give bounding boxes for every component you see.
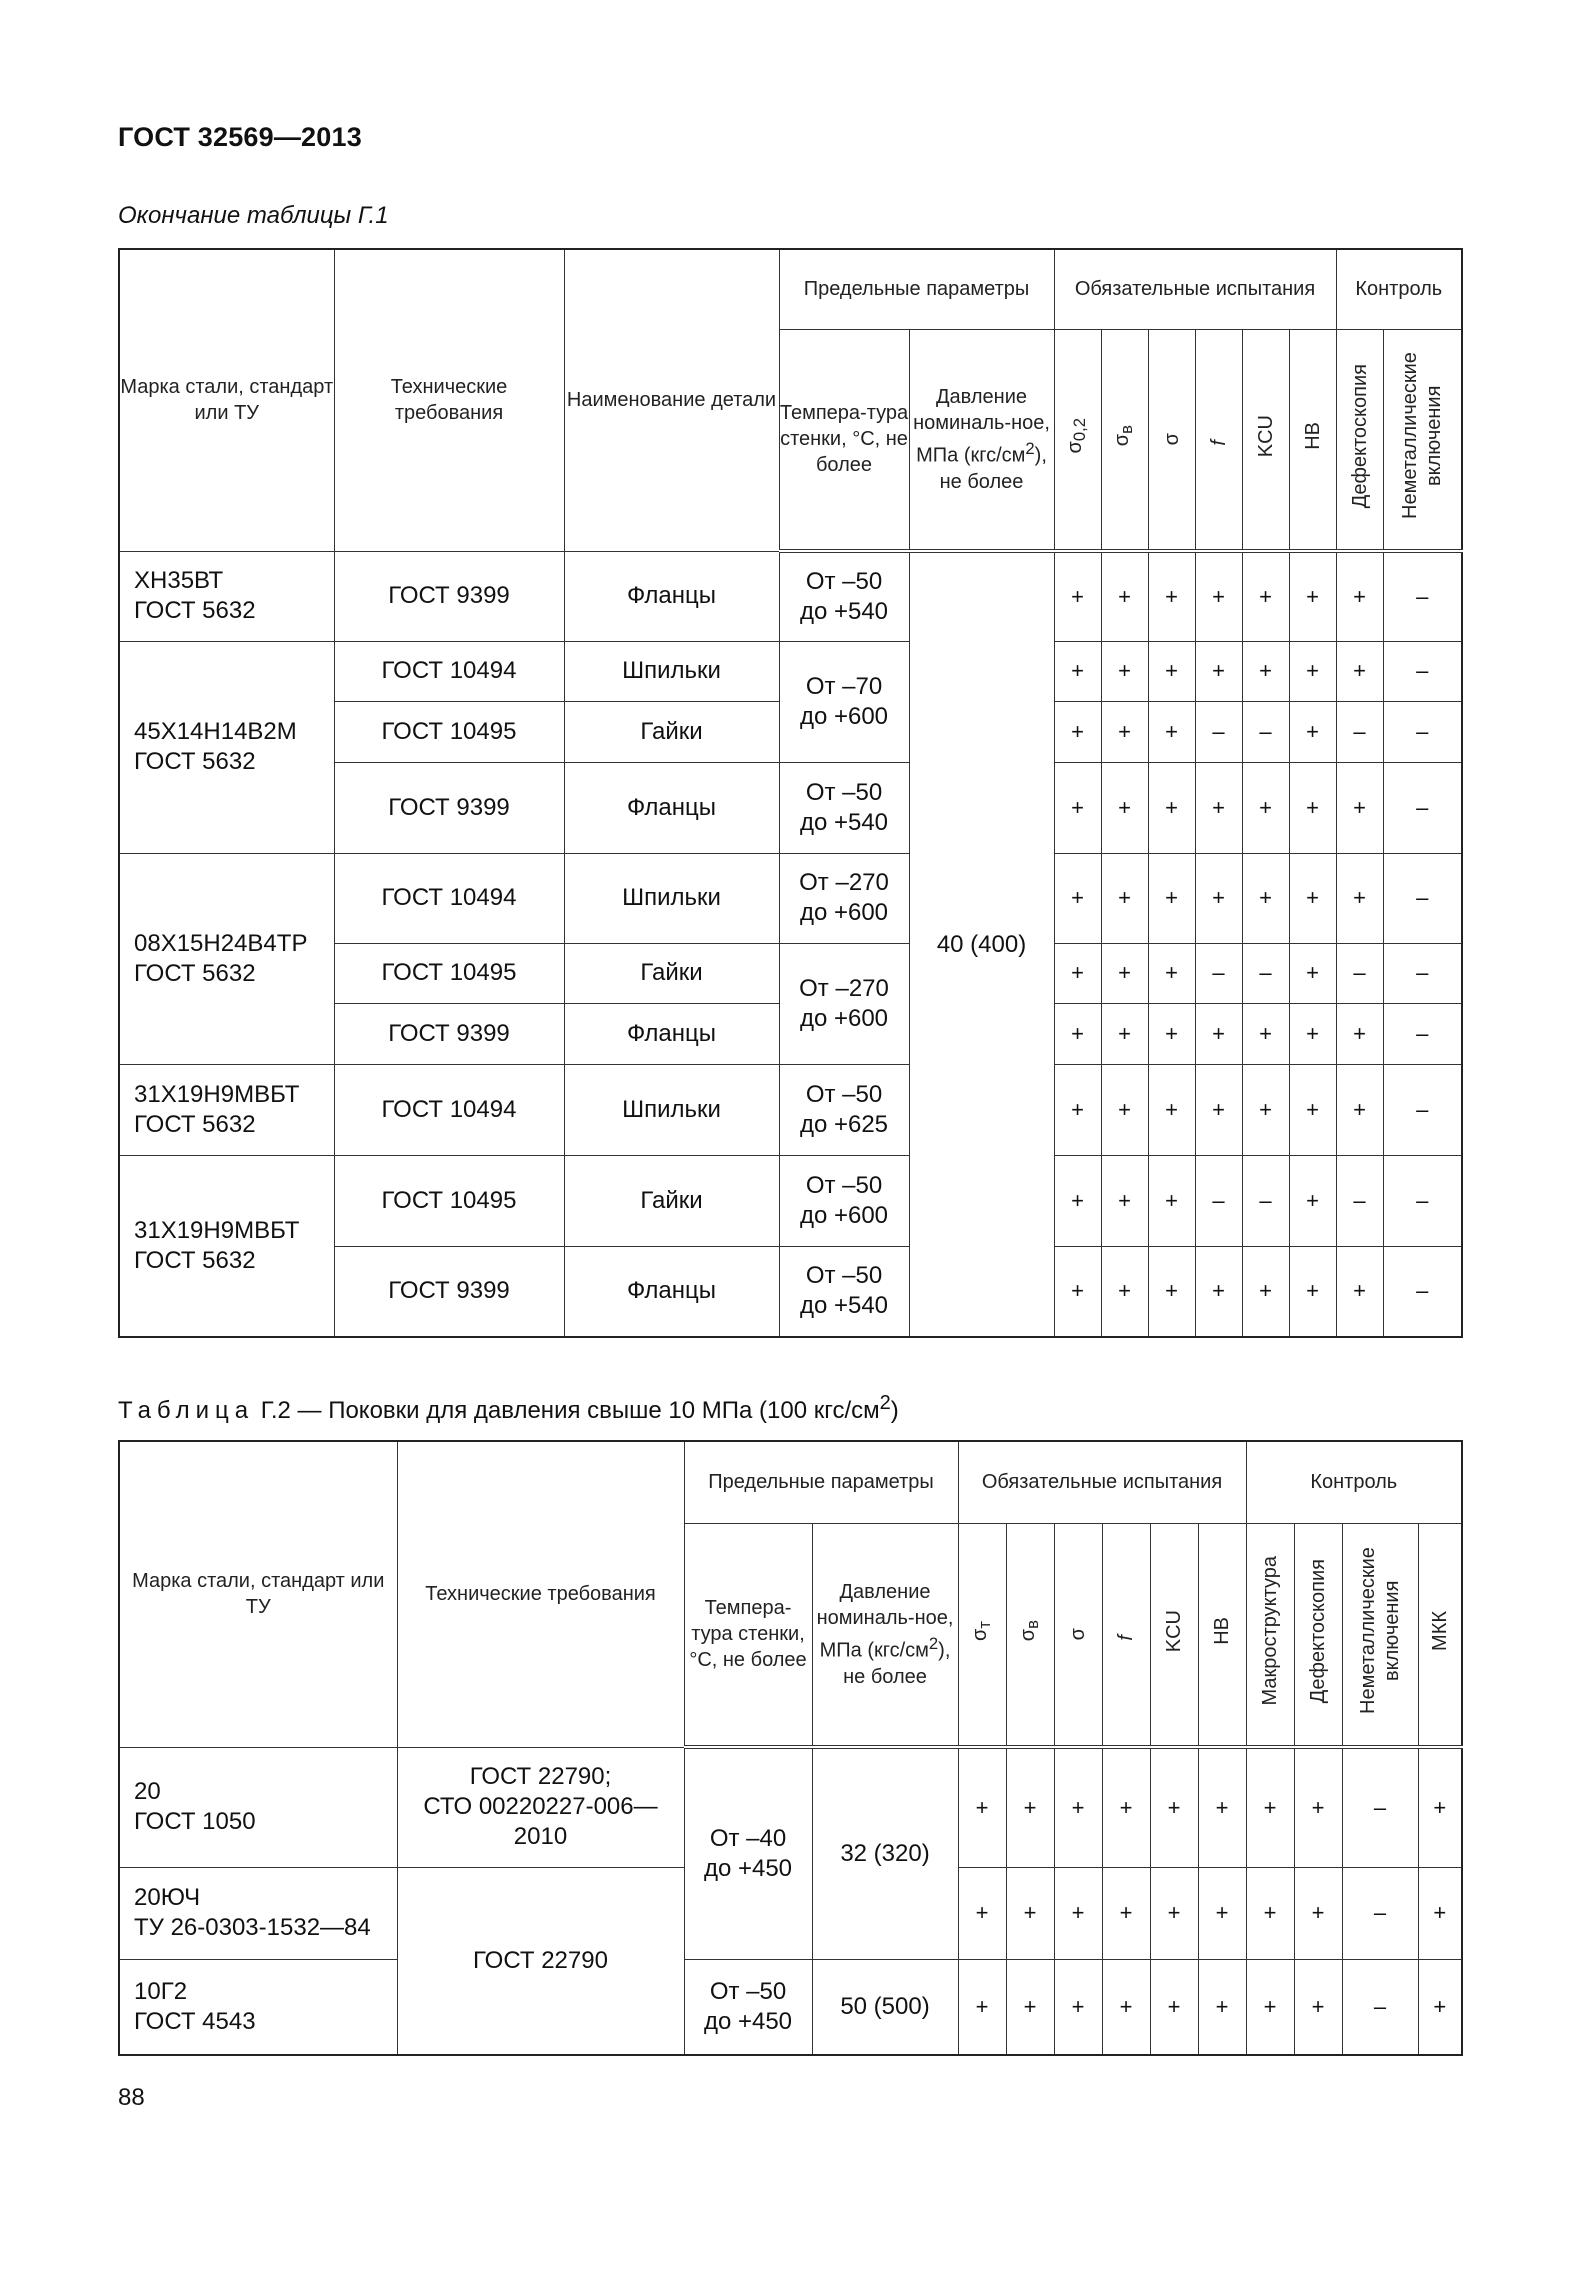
mark-cell: + <box>1101 1064 1148 1155</box>
mark-cell: – <box>1242 1155 1289 1246</box>
mark-cell: + <box>1246 1747 1294 1867</box>
header-sigma <box>1148 329 1195 551</box>
mark-cell: + <box>1289 853 1336 943</box>
steel-cell <box>119 853 334 1064</box>
header-sigmab-label <box>1016 1620 1045 1641</box>
mark-cell: + <box>1289 1246 1336 1337</box>
tech-cell: ГОСТ 9399 <box>334 1246 564 1337</box>
mark-cell: + <box>1148 853 1195 943</box>
header-nonmetal <box>1342 1523 1418 1747</box>
header-limits: Предельные параметры <box>684 1441 958 1523</box>
tech-cell: ГОСТ 9399 <box>334 551 564 641</box>
mark-cell: + <box>1289 1064 1336 1155</box>
pressure-cell: 50 (500) <box>812 1959 958 2055</box>
tech-cell: ГОСТ 10494 <box>334 1064 564 1155</box>
mark-cell: + <box>1006 1747 1054 1867</box>
steel-standard: ГОСТ 5632 <box>134 1246 256 1274</box>
pressure-shared-cell: 40 (400) <box>909 551 1054 1337</box>
steel-grade: 31Х19Н9МВБТ <box>134 1080 300 1108</box>
tech-cell <box>397 1747 684 1867</box>
temp-from: От –70 <box>805 672 883 700</box>
steel-grade: 31Х19Н9МВБТ <box>134 1216 300 1244</box>
mark-cell: + <box>1336 641 1383 701</box>
table-row <box>119 1959 1462 2055</box>
mark-cell: + <box>1101 853 1148 943</box>
mark-cell: + <box>1418 1959 1462 2055</box>
temp-to: до +625 <box>799 1110 889 1138</box>
temp-to: до +600 <box>799 899 889 926</box>
mark-cell: + <box>1006 1959 1054 2055</box>
table2-caption-word: Таблица <box>118 1397 255 1424</box>
header-kcu <box>1242 329 1289 551</box>
header-f-label: f <box>1115 1634 1138 1641</box>
header-sigmab <box>1006 1523 1054 1747</box>
mark-cell: – <box>1383 1155 1462 1246</box>
steel-standard: ГОСТ 4543 <box>134 2007 256 2035</box>
mark-cell: + <box>1242 551 1289 641</box>
mark-cell: – <box>1342 1747 1418 1867</box>
mark-cell: + <box>1289 1003 1336 1064</box>
mark-cell: + <box>1101 551 1148 641</box>
table-row <box>119 853 1462 943</box>
mark-cell: + <box>1054 1003 1101 1064</box>
tech-cell: ГОСТ 10494 <box>334 853 564 943</box>
mark-cell: + <box>1336 853 1383 943</box>
header-pressure-text-b: ), не более <box>939 444 1047 493</box>
tech-line: 2010 <box>513 1823 568 1850</box>
mark-cell: + <box>1418 1867 1462 1959</box>
header-sigma <box>1054 1523 1102 1747</box>
tech-line: СТО 00220227-006— <box>423 1793 658 1820</box>
steel-standard: ГОСТ 1050 <box>134 1808 256 1835</box>
header-nonmetal-label: Неметаллические включения <box>1399 352 1446 520</box>
mark-cell: + <box>1148 1246 1195 1337</box>
steel-grade: 20 <box>134 1778 161 1805</box>
steel-grade: ХН35ВТ <box>134 567 224 594</box>
temp-cell <box>779 551 909 641</box>
header-kcu <box>1150 1523 1198 1747</box>
mark-cell: + <box>1054 943 1101 1003</box>
part-cell: Гайки <box>564 701 779 762</box>
mark-cell: + <box>1006 1867 1054 1959</box>
header-sigmab-symbol: σ <box>1111 434 1134 447</box>
mark-cell: – <box>1383 551 1462 641</box>
part-cell: Фланцы <box>564 1003 779 1064</box>
mark-cell: + <box>1054 1959 1102 2055</box>
mark-cell: + <box>958 1959 1006 2055</box>
part-cell: Шпильки <box>564 853 779 943</box>
header-defect-label: Дефектоскопия <box>1307 1558 1330 1703</box>
mark-cell: – <box>1383 1064 1462 1155</box>
mark-cell: – <box>1383 943 1462 1003</box>
mark-cell: + <box>1418 1747 1462 1867</box>
temp-from: От –50 <box>805 1262 883 1290</box>
mark-cell: + <box>1150 1959 1198 2055</box>
mark-cell: + <box>1242 1003 1289 1064</box>
table2-caption <box>118 1392 899 1425</box>
mark-cell: + <box>1148 943 1195 1003</box>
mark-cell: + <box>958 1747 1006 1867</box>
header-hb <box>1289 329 1336 551</box>
table-row <box>119 1747 1462 1867</box>
page-number: 88 <box>118 2084 145 2111</box>
header-pressure-text-a: Давление номиналь-ное, МПа (кгс/см <box>913 385 1050 467</box>
steel-grade: 08Х15Н24В4ТР <box>134 929 308 957</box>
mark-cell: + <box>1195 551 1242 641</box>
mark-cell: + <box>1336 1064 1383 1155</box>
header-sigma02-symbol: σ <box>1064 441 1087 454</box>
part-cell: Шпильки <box>564 641 779 701</box>
temp-from: От –50 <box>805 1171 883 1199</box>
tech-cell: ГОСТ 10495 <box>334 1155 564 1246</box>
mark-cell: + <box>958 1867 1006 1959</box>
mark-cell: – <box>1336 943 1383 1003</box>
table-row <box>119 1155 1462 1246</box>
mark-cell: + <box>1242 1246 1289 1337</box>
mark-cell: + <box>1242 1064 1289 1155</box>
mark-cell: + <box>1195 641 1242 701</box>
table1-caption: Окончание таблицы Г.1 <box>118 202 389 229</box>
header-tech: Технические требования <box>397 1441 684 1747</box>
mark-cell: + <box>1148 1003 1195 1064</box>
header-sigmab-sub: в <box>1117 425 1137 434</box>
header-sigmab-symbol: σ <box>1016 1629 1039 1642</box>
header-pressure-sup: 2 <box>1025 438 1035 458</box>
mark-cell: + <box>1336 762 1383 853</box>
mark-cell: + <box>1148 762 1195 853</box>
mark-cell: + <box>1198 1867 1246 1959</box>
mark-cell: + <box>1198 1959 1246 2055</box>
header-sigma-label: σ <box>1160 432 1183 446</box>
steel-standard: ТУ 26-0303-1532—84 <box>134 1914 371 1941</box>
header-pressure <box>909 329 1054 551</box>
header-defect <box>1336 329 1383 551</box>
mark-cell: + <box>1294 1867 1342 1959</box>
mark-cell: + <box>1289 1155 1336 1246</box>
steel-cell <box>119 1155 334 1337</box>
steel-cell <box>119 1064 334 1155</box>
mark-cell: + <box>1242 762 1289 853</box>
mark-cell: + <box>1101 1155 1148 1246</box>
tech-cell: ГОСТ 10495 <box>334 701 564 762</box>
mark-cell: + <box>1102 1747 1150 1867</box>
temp-to: до +600 <box>799 1004 889 1032</box>
temp-cell <box>684 1959 812 2055</box>
temp-to: до +600 <box>799 702 889 730</box>
steel-cell <box>119 641 334 853</box>
mark-cell: – <box>1383 701 1462 762</box>
mark-cell: + <box>1054 641 1101 701</box>
steel-cell <box>119 1959 397 2055</box>
steel-standard: ГОСТ 5632 <box>134 1110 256 1138</box>
steel-standard: ГОСТ 5632 <box>134 959 256 987</box>
mark-cell: + <box>1289 641 1336 701</box>
mark-cell: – <box>1383 853 1462 943</box>
temp-cell <box>779 853 909 943</box>
mark-cell: + <box>1198 1747 1246 1867</box>
header-control: Контроль <box>1246 1441 1462 1523</box>
table2-caption-sup: 2 <box>879 1392 891 1414</box>
header-sigma02 <box>1054 329 1101 551</box>
part-cell: Фланцы <box>564 762 779 853</box>
mark-cell: + <box>1195 762 1242 853</box>
table-row <box>119 1064 1462 1155</box>
part-cell: Шпильки <box>564 1064 779 1155</box>
part-cell: Фланцы <box>564 1246 779 1337</box>
mark-cell: + <box>1101 1003 1148 1064</box>
header-part: Наименование детали <box>564 249 779 551</box>
temp-to: до +450 <box>703 1854 793 1882</box>
header-sigmat-symbol: σ <box>968 1628 991 1641</box>
mark-cell: + <box>1054 701 1101 762</box>
mark-cell: + <box>1054 762 1101 853</box>
header-steel: Марка стали, стандарт или ТУ <box>119 249 334 551</box>
table1 <box>118 248 1463 1338</box>
part-cell: Гайки <box>564 1155 779 1246</box>
tech-cell: ГОСТ 22790 <box>397 1867 684 2055</box>
mark-cell: + <box>1054 1747 1102 1867</box>
header-sigmab <box>1101 329 1148 551</box>
header-mkk <box>1418 1523 1462 1747</box>
header-f-label: f <box>1207 439 1230 446</box>
header-f <box>1195 329 1242 551</box>
temp-cell <box>779 1246 909 1337</box>
mark-cell: – <box>1383 641 1462 701</box>
table2-caption-end: ) <box>890 1397 899 1424</box>
header-pressure-text-a: Давление номиналь-ное, МПа (кгс/см <box>816 1580 954 1662</box>
temp-to: до +600 <box>799 1201 889 1229</box>
header-defect <box>1294 1523 1342 1747</box>
header-hb-label: HB <box>1301 421 1324 450</box>
steel-grade: 20ЮЧ <box>134 1884 201 1911</box>
mark-cell: – <box>1242 701 1289 762</box>
part-cell: Фланцы <box>564 551 779 641</box>
header-hb-label: HB <box>1211 1616 1234 1645</box>
mark-cell: + <box>1195 1003 1242 1064</box>
header-f <box>1102 1523 1150 1747</box>
mark-cell: – <box>1195 1155 1242 1246</box>
header-nonmetal <box>1383 329 1462 551</box>
steel-cell <box>119 551 334 641</box>
header-kcu-label: KCU <box>1254 414 1277 457</box>
mark-cell: – <box>1242 943 1289 1003</box>
mark-cell: + <box>1195 853 1242 943</box>
header-hb <box>1198 1523 1246 1747</box>
header-nonmetal-label: Неметаллические включения <box>1357 1547 1404 1715</box>
mark-cell: + <box>1150 1867 1198 1959</box>
mark-cell: + <box>1101 943 1148 1003</box>
header-mkk-label: МКК <box>1428 1610 1451 1651</box>
mark-cell: + <box>1054 551 1101 641</box>
mark-cell: + <box>1294 1747 1342 1867</box>
temp-cell <box>779 943 909 1064</box>
steel-grade: 10Г2 <box>134 1977 188 2005</box>
header-sigma02-label <box>1063 418 1092 454</box>
mark-cell: – <box>1342 1867 1418 1959</box>
header-limits: Предельные параметры <box>779 249 1054 329</box>
mark-cell: + <box>1289 943 1336 1003</box>
mark-cell: – <box>1383 762 1462 853</box>
temp-cell <box>779 762 909 853</box>
mark-cell: + <box>1289 701 1336 762</box>
mark-cell: + <box>1148 641 1195 701</box>
table-row <box>119 641 1462 701</box>
mark-cell: + <box>1294 1959 1342 2055</box>
mark-cell: – <box>1195 943 1242 1003</box>
tech-cell: ГОСТ 9399 <box>334 762 564 853</box>
header-control: Контроль <box>1336 249 1462 329</box>
temp-cell <box>684 1747 812 1959</box>
mark-cell: + <box>1101 762 1148 853</box>
header-sigmab-label <box>1110 425 1139 446</box>
mark-cell: + <box>1246 1959 1294 2055</box>
mark-cell: + <box>1289 762 1336 853</box>
table2 <box>118 1440 1463 2056</box>
mark-cell: + <box>1336 1003 1383 1064</box>
temp-to: до +540 <box>799 597 889 625</box>
header-sigmat-sub: т <box>974 1620 994 1629</box>
mark-cell: + <box>1242 641 1289 701</box>
mark-cell: + <box>1148 701 1195 762</box>
header-sigmab-sub: в <box>1022 1620 1042 1629</box>
mark-cell: + <box>1336 551 1383 641</box>
temp-cell <box>779 1064 909 1155</box>
mark-cell: + <box>1148 551 1195 641</box>
header-sigma02-sub: 0,2 <box>1070 418 1090 442</box>
steel-standard: ГОСТ 5632 <box>134 597 256 624</box>
header-pressure-text-b: ), не более <box>843 1639 951 1688</box>
steel-cell <box>119 1867 397 1959</box>
mark-cell: + <box>1101 1246 1148 1337</box>
header-macro <box>1246 1523 1294 1747</box>
header-steel: Марка стали, стандарт или ТУ <box>119 1441 397 1747</box>
tech-line: ГОСТ 22790; <box>469 1763 612 1790</box>
temp-to: до +540 <box>799 1292 889 1320</box>
tech-cell: ГОСТ 9399 <box>334 1003 564 1064</box>
mark-cell: + <box>1102 1959 1150 2055</box>
tech-cell: ГОСТ 10495 <box>334 943 564 1003</box>
mark-cell: – <box>1195 701 1242 762</box>
temp-from: От –270 <box>799 974 889 1002</box>
tech-cell: ГОСТ 10494 <box>334 641 564 701</box>
pressure-cell: 32 (320) <box>812 1747 958 1959</box>
steel-standard: ГОСТ 5632 <box>134 748 256 775</box>
header-macro-label: Макроструктура <box>1259 1556 1282 1706</box>
mark-cell: + <box>1242 853 1289 943</box>
mark-cell: – <box>1383 1003 1462 1064</box>
mark-cell: + <box>1289 551 1336 641</box>
steel-grade: 45Х14Н14В2М <box>134 718 297 745</box>
header-pressure <box>812 1523 958 1747</box>
temp-from: От –270 <box>799 869 889 896</box>
mark-cell: + <box>1054 1064 1101 1155</box>
mark-cell: – <box>1336 1155 1383 1246</box>
mark-cell: + <box>1148 1064 1195 1155</box>
temp-to: до +450 <box>703 2007 793 2035</box>
mark-cell: + <box>1102 1867 1150 1959</box>
mark-cell: – <box>1336 701 1383 762</box>
temp-from: От –50 <box>805 778 883 806</box>
mark-cell: + <box>1150 1747 1198 1867</box>
temp-to: до +540 <box>799 808 889 836</box>
mark-cell: + <box>1054 853 1101 943</box>
header-tests: Обязательные испытания <box>1054 249 1336 329</box>
mark-cell: + <box>1195 1064 1242 1155</box>
header-sigmat <box>958 1523 1006 1747</box>
table2-caption-text: Г.2 — Поковки для давления свыше 10 МПа (100 кгс/см <box>254 1397 880 1424</box>
mark-cell: + <box>1101 701 1148 762</box>
mark-cell: + <box>1101 641 1148 701</box>
temp-from: От –50 <box>805 567 883 595</box>
header-temp: Темпера-тура стенки, °С, не более <box>684 1523 812 1747</box>
mark-cell: + <box>1054 1246 1101 1337</box>
temp-from: От –50 <box>805 1080 883 1108</box>
table-row <box>119 551 1462 641</box>
part-cell: Гайки <box>564 943 779 1003</box>
mark-cell: + <box>1195 1246 1242 1337</box>
document-code: ГОСТ 32569—2013 <box>118 122 362 152</box>
mark-cell: – <box>1383 1246 1462 1337</box>
steel-cell <box>119 1747 397 1867</box>
header-sigmat-label <box>968 1621 997 1641</box>
header-kcu-label: KCU <box>1163 1609 1186 1652</box>
header-tests: Обязательные испытания <box>958 1441 1246 1523</box>
temp-from: От –50 <box>709 1977 787 2005</box>
mark-cell: – <box>1342 1959 1418 2055</box>
temp-cell <box>779 1155 909 1246</box>
header-sigma-label: σ <box>1067 1627 1090 1641</box>
temp-from: От –40 <box>709 1824 787 1852</box>
mark-cell: + <box>1148 1155 1195 1246</box>
temp-cell <box>779 641 909 762</box>
mark-cell: + <box>1054 1867 1102 1959</box>
mark-cell: + <box>1054 1155 1101 1246</box>
header-defect-label: Дефектоскопия <box>1348 363 1371 508</box>
header-pressure-sup: 2 <box>928 1633 939 1653</box>
mark-cell: + <box>1336 1246 1383 1337</box>
mark-cell: + <box>1246 1867 1294 1959</box>
header-temp: Темпера-тура стенки, °С, не более <box>779 329 909 551</box>
header-tech: Технические требования <box>334 249 564 551</box>
